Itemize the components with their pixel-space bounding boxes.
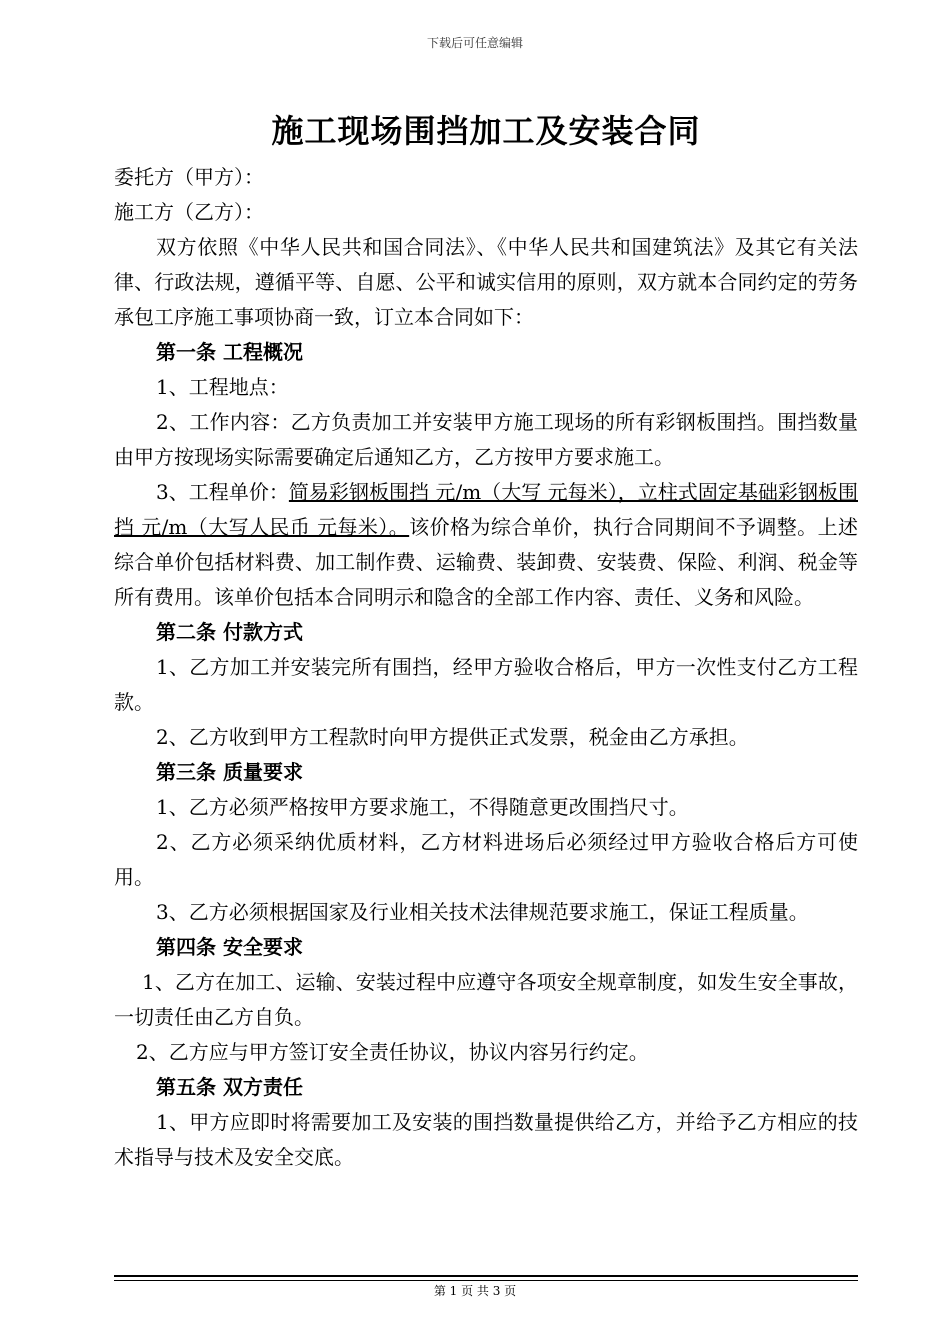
document-body bbox=[114, 106, 858, 1175]
article-2-item-1: 1、乙方加工并安装完所有围挡，经甲方验收合格后，甲方一次性支付乙方工程款。 bbox=[114, 655, 858, 714]
party-b-line: 施工方（乙方）： bbox=[114, 200, 264, 224]
article-2-item-2: 2、乙方收到甲方工程款时向甲方提供正式发票，税金由乙方承担。 bbox=[156, 725, 749, 749]
footer-divider bbox=[114, 1275, 858, 1281]
article-3-heading: 第三条 质量要求 bbox=[156, 760, 303, 784]
unit-price-underlined: 简易彩钢板围挡 元/m（大写 元每米），立柱式固定基础彩钢板围挡 元/m（大写人民币 元每米）。 bbox=[114, 480, 858, 539]
unit-price-terms: 该价格为综合单价，执行合同期间不予调整。上述综合单价包括材料费、加工制作费、运输费、装卸费、安装费、保险、利润、税金等所有费用。该单价包括本合同明示和隐含的全部工作内容、责任、义务和风险。 bbox=[114, 515, 858, 609]
article-3-item-3: 3、乙方必须根据国家及行业相关技术法律规范要求施工，保证工程质量。 bbox=[156, 900, 809, 924]
article-1-item-1: 1、工程地点： bbox=[156, 375, 289, 399]
article-5-heading: 第五条 双方责任 bbox=[156, 1075, 303, 1099]
article-4-heading: 第四条 安全要求 bbox=[156, 935, 303, 959]
article-5-item-1: 1、甲方应即时将需要加工及安装的围挡数量提供给乙方，并给予乙方相应的技术指导与技术及安全交底。 bbox=[114, 1110, 858, 1169]
page-header-note: 下载后可任意编辑 bbox=[426, 36, 523, 50]
article-4-item-2: 2、乙方应与甲方签订安全责任协议，协议内容另行约定。 bbox=[136, 1040, 649, 1064]
article-3-item-1: 1、乙方必须严格按甲方要求施工，不得随意更改围挡尺寸。 bbox=[156, 795, 689, 819]
article-2-heading: 第二条 付款方式 bbox=[156, 620, 303, 644]
party-a-line: 委托方（甲方）： bbox=[114, 165, 264, 189]
document-title: 施工现场围挡加工及安装合同 bbox=[271, 112, 701, 150]
article-4-item-1: 1、乙方在加工、运输、安装过程中应遵守各项安全规章制度，如发生安全事故，一切责任由乙方自负。 bbox=[114, 970, 858, 1029]
article-1-item-2: 2、工作内容：乙方负责加工并安装甲方施工现场的所有彩钢板围挡。围挡数量由甲方按现场实际需要确定后通知乙方，乙方按甲方要求施工。 bbox=[114, 410, 858, 469]
intro-paragraph: 双方依照《中华人民共和国合同法》、《中华人民共和国建筑法》及其它有关法律、行政法规，遵循平等、自愿、公平和诚实信用的原则，双方就本合同约定的劳务承包工序施工事项协商一致，订立本合同如下： bbox=[114, 235, 858, 329]
article-1-heading: 第一条 工程概况 bbox=[156, 340, 303, 364]
article-1-item-3 bbox=[114, 475, 858, 615]
page-number: 第 1 页 共 3 页 bbox=[433, 1284, 517, 1298]
article-3-item-2: 2、乙方必须采纳优质材料，乙方材料进场后必须经过甲方验收合格后方可使用。 bbox=[114, 830, 858, 889]
unit-price-label: 3、工程单价： bbox=[156, 480, 289, 504]
